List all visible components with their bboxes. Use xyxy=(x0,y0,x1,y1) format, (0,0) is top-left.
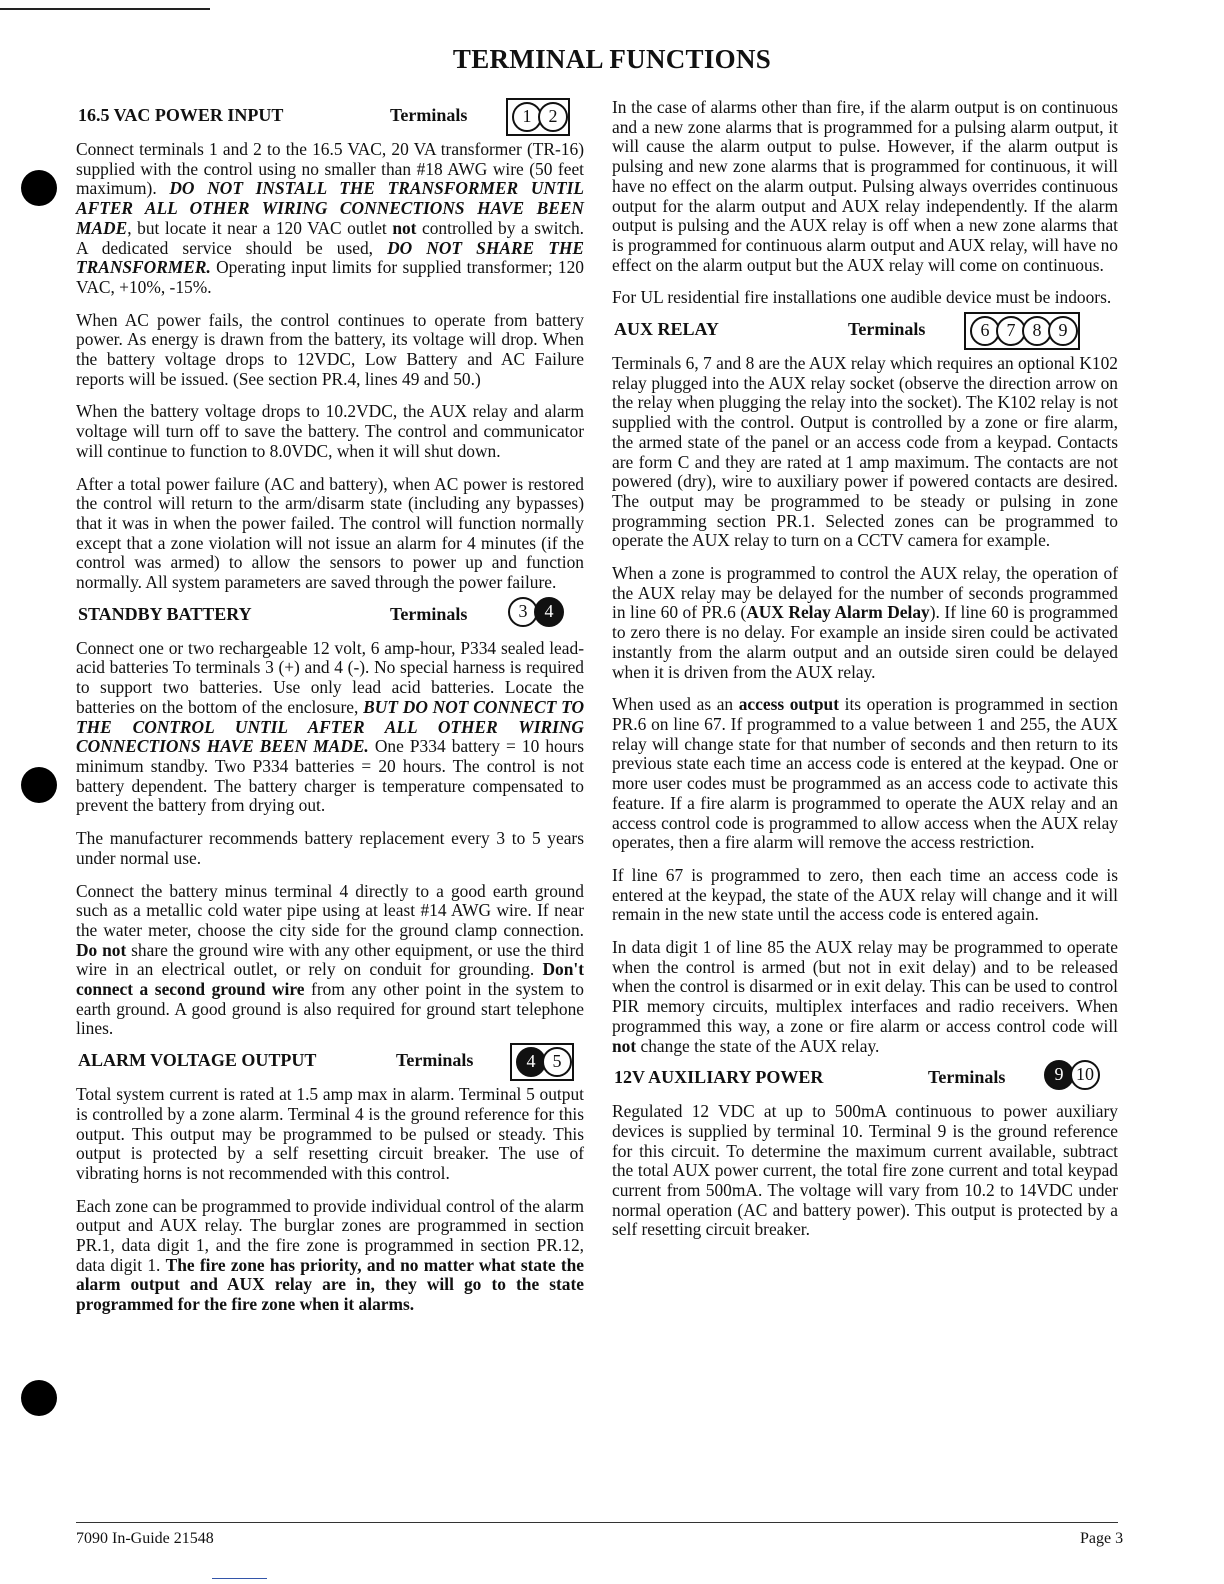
section-heading: 12V AUXILIARY POWER xyxy=(614,1067,824,1088)
section-heading: AUX RELAY xyxy=(614,319,719,340)
terminal-3-icon: 3 xyxy=(508,597,538,627)
terminal-5-icon: 5 xyxy=(542,1047,572,1077)
paragraph: Connect terminals 1 and 2 to the 16.5 VAC, 20 VA transformer (TR-16) supplied with the control using no smaller than #18 AWG wire (50 feet maximum). DO NOT INSTALL THE TRANSFORMER UNTIL AFTER ALL OTHER WIRING CONNECTIONS HAVE BEEN MADE, but locate it near a 120 VAC outlet not controlled by a switch. A dedicated service should be used, DO NOT SHARE THE TRANSFORMER. Operating input limits for supplied transformer; 120 VAC, +10%, -15%. xyxy=(76,139,584,297)
section-header-power-input xyxy=(76,98,584,132)
terminal-7-icon: 7 xyxy=(996,316,1026,346)
paragraph: Terminals 6, 7 and 8 are the AUX relay which requires an optional K102 relay plugged into the AUX relay socket (observe the direction arrow on the relay when plugging the relay into the socket). The K102 relay is not supplied with the control. Output is controlled by a zone or fire alarm, the armed state of the panel or an access code from a keypad. Contacts are form C and they are rated at 1 amp maximum. The contacts are not powered (dry), wire to auxiliary power if powered contacts are desired. The output may be programmed to be steady or pulsing in zone programming section PR.1. Selected zones can be programmed to operate the AUX relay to turn on a CCTV camera for example. xyxy=(612,353,1118,551)
terminal-group xyxy=(506,98,570,136)
terminal-10-icon: 10 xyxy=(1070,1060,1100,1090)
paragraph: After a total power failure (AC and battery), when AC power is restored the control will return to the arm/disarm state (including any bypasses) that it was in when the power failed. The control will function normally except that a zone violation will not issue an alarm for 4 minutes (if the control was armed) to allow the sensors to power up and function normally. All system parameters are saved through the power failure. xyxy=(76,473,584,593)
terminal-2-icon: 2 xyxy=(538,102,568,132)
terminal-4-icon: 4 xyxy=(534,597,564,627)
terminals-label: Terminals xyxy=(390,603,468,624)
paragraph: Connect one or two rechargeable 12 volt, 6 amp-hour, P334 sealed lead-acid batteries To terminals 3 (+) and 4 (-). No special harness is required to support two batteries. Use only lead acid batteries. Locate the batteries on the bottom of the enclosure, BUT DO NOT CONNECT TO THE CONTROL UNTIL AFTER ALL OTHER WIRING CONNECTIONS HAVE BEEN MADE. One P334 battery = 10 hours minimum standby. Two P334 batteries = 20 hours. The control is not battery dependent. The battery charger is temperature compensated to prevent the battery from drying out. xyxy=(76,637,584,816)
footer-doc-id: 7090 In-Guide 21548 xyxy=(76,1530,214,1547)
terminal-9-icon: 9 xyxy=(1044,1060,1074,1090)
paragraph: Each zone can be programmed to provide individual control of the alarm output and AUX relay. The burglar zones are programmed in section PR.1, data digit 1, and the fire zone is programmed in section PR.12, data digit 1. The fire zone has priority, and no matter what state the alarm output and AUX relay are in, they will go to the state programmed for the fire zone when it alarms. xyxy=(76,1195,585,1315)
paragraph: When AC power fails, the control continues to operate from battery power. As energy is drawn from the battery, its voltage will drop. When the battery voltage drops to 12VDC, Low Battery and AC Failure reports will be issued. (See section PR.4, lines 49 and 50.) xyxy=(76,309,584,389)
terminals-label: Terminals xyxy=(390,105,468,125)
section-header-standby-battery xyxy=(76,597,584,631)
terminal-9-icon: 9 xyxy=(1048,316,1078,346)
terminal-group xyxy=(1044,1060,1096,1090)
footer-rule xyxy=(76,1522,1118,1523)
paragraph: Connect the battery minus terminal 4 directly to a good earth ground such as a metallic cold water pipe using at least #14 AWG wire. If near the water meter, choose the city side for the ground clamp connection. Do not share the ground wire with any other equipment, or use the third wire in an electrical outlet, or rely on conduit for grounding. Don't connect a second ground wire from any other point in the system to earth ground. A good ground is also required for ground start telephone lines. xyxy=(76,880,584,1039)
terminal-1-icon: 1 xyxy=(512,102,542,132)
top-rule xyxy=(0,8,210,10)
left-column xyxy=(76,98,584,1328)
terminals-label: Terminals xyxy=(928,1067,1006,1088)
terminal-4-icon: 4 xyxy=(516,1047,546,1077)
bottom-mark xyxy=(212,1578,267,1579)
punch-hole xyxy=(21,170,57,206)
paragraph: The manufacturer recommends battery replacement every 3 to 5 years under normal use. xyxy=(76,828,584,868)
paragraph: For UL residential fire installations one audible device must be indoors. xyxy=(612,287,1112,308)
section-heading: STANDBY BATTERY xyxy=(78,603,252,624)
paragraph: In data digit 1 of line 85 the AUX relay may be programmed to operate when the control is armed (but not in exit delay) and to be released when the control is disarmed or in exit delay. This can be used to control PIR memory circuits, multiplex interfaces and radio receivers. When programmed this way, a zone or fire alarm or access control code will not change the state of the AUX relay. xyxy=(612,937,1118,1056)
paragraph: In the case of alarms other than fire, if the alarm output is on continuous and a new zone alarms that is programmed for a pulsing alarm output, it will cause the alarm output to pulse. However, if the alarm output is pulsing and new zone alarms that is programmed for continuous, it will have no effect on the alarm output. Pulsing always overrides continuous output for the alarm output and AUX relay independently. If the alarm output is pulsing and the AUX relay is off when a new zone alarms that is programmed for continuous alarm output and AUX relay, will have no effect on the alarm output but the AUX relay will come on continuous. xyxy=(612,97,1118,275)
section-header-aux-power xyxy=(612,1060,1118,1094)
terminals-label: Terminals xyxy=(396,1050,474,1071)
section-heading: 16.5 VAC POWER INPUT xyxy=(78,105,284,125)
terminal-group xyxy=(510,1043,574,1081)
paragraph: Total system current is rated at 1.5 amp max in alarm. Terminal 5 output is controlled by a zone alarm. Terminal 4 is the ground reference for this output. This output may be programmed to be pulsed or steady. This output is protected by a self resetting circuit breaker. The use of vibrating horns is not recommended with this control. xyxy=(76,1084,584,1183)
punch-hole xyxy=(21,767,57,803)
paragraph: When a zone is programmed to control the AUX relay, the operation of the AUX relay may be delayed for the number of seconds programmed in line 60 of PR.6 (AUX Relay Alarm Delay). If line 60 is programmed to zero there is no delay. For example an inside siren could be activated instantly from the alarm output and an outside siren could be delayed when it is driven from the AUX relay. xyxy=(612,563,1119,682)
right-column xyxy=(612,98,1118,1253)
terminal-group xyxy=(508,597,560,627)
terminal-group xyxy=(964,312,1080,350)
paragraph: Regulated 12 VDC at up to 500mA continuous to power auxiliary devices is supplied by terminal 10. Terminal 9 is the ground reference for this circuit. To determine the maximum current available, subtract the total AUX power current, the total fire zone current and total keypad current from 500mA. The voltage will vary from 10.2 to 14VDC under normal operation (AC and battery power). This output is protected by a self resetting circuit breaker. xyxy=(612,1101,1118,1240)
paragraph: If line 67 is programmed to zero, then each time an access code is entered at the keypad, the state of the AUX relay will change and it will remain in the new state until the access code is entered again. xyxy=(612,864,1118,925)
paragraph: When the battery voltage drops to 10.2VDC, the AUX relay and alarm voltage will turn off to save the battery. The control and communicator will continue to function to 8.0VDC, when it will shut down. xyxy=(76,401,584,461)
terminals-label: Terminals xyxy=(848,319,926,340)
page-title: TERMINAL FUNCTIONS xyxy=(452,44,772,74)
terminal-8-icon: 8 xyxy=(1022,316,1052,346)
punch-hole xyxy=(21,1380,57,1416)
section-header-aux-relay xyxy=(612,312,1118,346)
section-heading: ALARM VOLTAGE OUTPUT xyxy=(78,1050,317,1071)
terminal-6-icon: 6 xyxy=(970,316,1000,346)
paragraph: When used as an access output its operation is programmed in section PR.6 on line 67. If programmed to a value between 1 and 255, the AUX relay will change state for that number of seconds and then return to its previous state each time an access code is entered at the keypad. One or more user codes must be programmed as an access code to activate this feature. If a fire alarm is programmed to operate the AUX relay and an access control code is programmed to allow access when the AUX relay operates, then a fire alarm will remove the access restriction. xyxy=(612,694,1119,853)
page-number: Page 3 xyxy=(1080,1530,1124,1547)
section-header-alarm-voltage xyxy=(76,1043,584,1077)
